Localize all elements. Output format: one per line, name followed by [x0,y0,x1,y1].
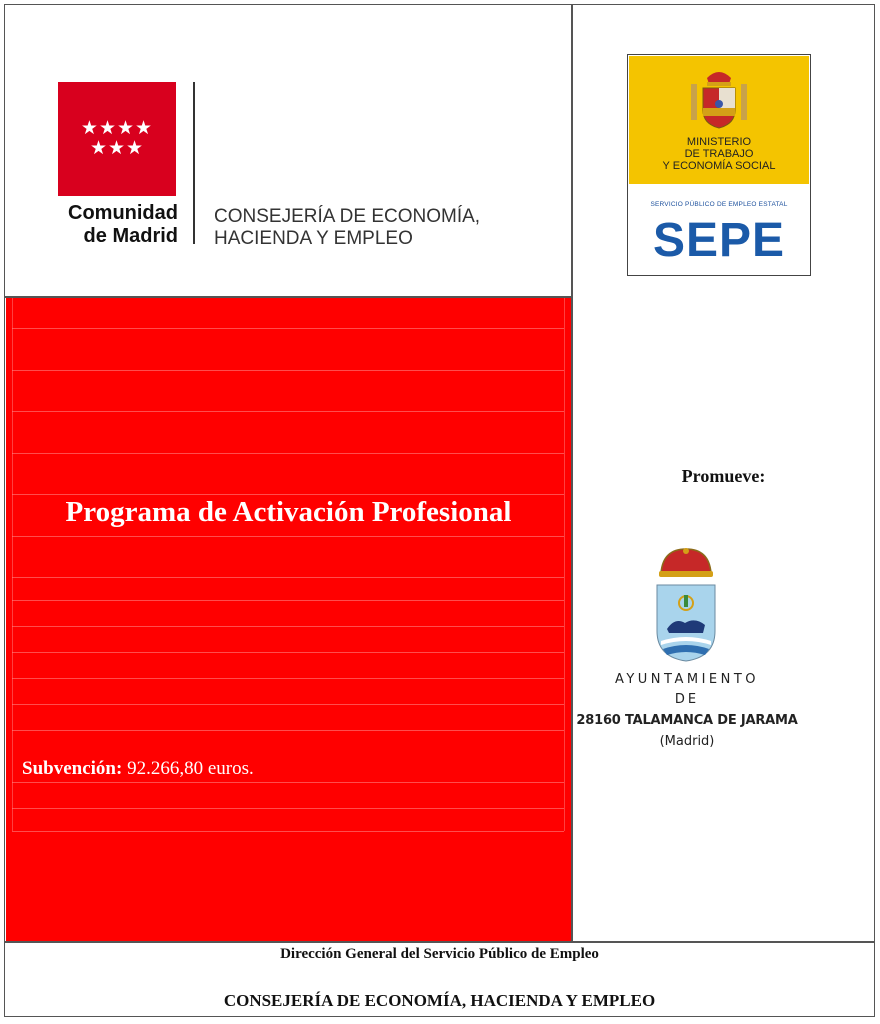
panel-rule-vertical [564,298,565,831]
comunidad-madrid-name [58,202,178,248]
subvencion-label: Subvención: [22,758,123,779]
sepe-wordmark: SEPE [652,214,786,267]
footer-divider [4,941,875,943]
consejeria-line2: HACIENDA Y EMPLEO [214,228,413,249]
program-panel [6,298,571,941]
footer-consejeria: CONSEJERÍA DE ECONOMÍA, HACIENDA Y EMPLEO [223,991,656,1010]
municipio-name: 28160 TALAMANCA DE JARAMA [576,713,798,728]
subvencion-value: 92.266,80 euros. [127,758,254,779]
ayuntamiento-label: AYUNTAMIENTO [614,672,760,687]
panel-rule-vertical [12,298,13,831]
provincia-name: (Madrid) [659,734,715,749]
sepe-servicio-label: SERVICIO PÚBLICO DE EMPLEO ESTATAL [650,201,788,208]
panel-rule [12,782,564,783]
ministerio-block [629,56,809,184]
panel-rule [12,652,564,653]
ayuntamiento-de: DE [674,692,700,707]
logo-separator [193,82,195,244]
ministerio-line3: Y ECONOMÍA SOCIAL [662,160,776,172]
panel-rule [12,600,564,601]
ministerio-line1: MINISTERIO [686,136,752,148]
panel-rule [12,704,564,705]
panel-rule [12,494,564,495]
panel-rule [12,370,564,371]
comunidad-madrid-flag [58,82,176,196]
program-title: Programa de Activación Profesional [65,496,512,528]
panel-rule [12,411,564,412]
consejeria-heading [214,206,554,250]
subvencion-line [22,758,254,780]
talamanca-coat-of-arms-icon [655,545,717,663]
comunidad-name-line1: Comunidad [68,202,178,224]
sepe-logo [627,54,811,276]
comunidad-name-line2: de Madrid [83,225,178,247]
panel-rule [12,730,564,731]
ministerio-line2: DE TRABAJO [684,148,754,160]
ministerio-name [629,136,809,172]
panel-rule [12,831,564,832]
panel-rule [12,577,564,578]
spain-coat-of-arms-icon [689,66,749,130]
panel-rule [12,536,564,537]
stars-icon: ★★★★ ★★★ [80,117,154,159]
promueve-label: Promueve: [681,466,766,486]
panel-rule [12,808,564,809]
footer-direccion: Dirección General del Servicio Público de Empleo [280,946,599,962]
panel-rule [12,678,564,679]
ayuntamiento-block [572,670,802,752]
panel-rule [12,626,564,627]
consejeria-line1: CONSEJERÍA DE ECONOMÍA, [214,206,481,227]
panel-rule [12,328,564,329]
panel-rule [12,453,564,454]
